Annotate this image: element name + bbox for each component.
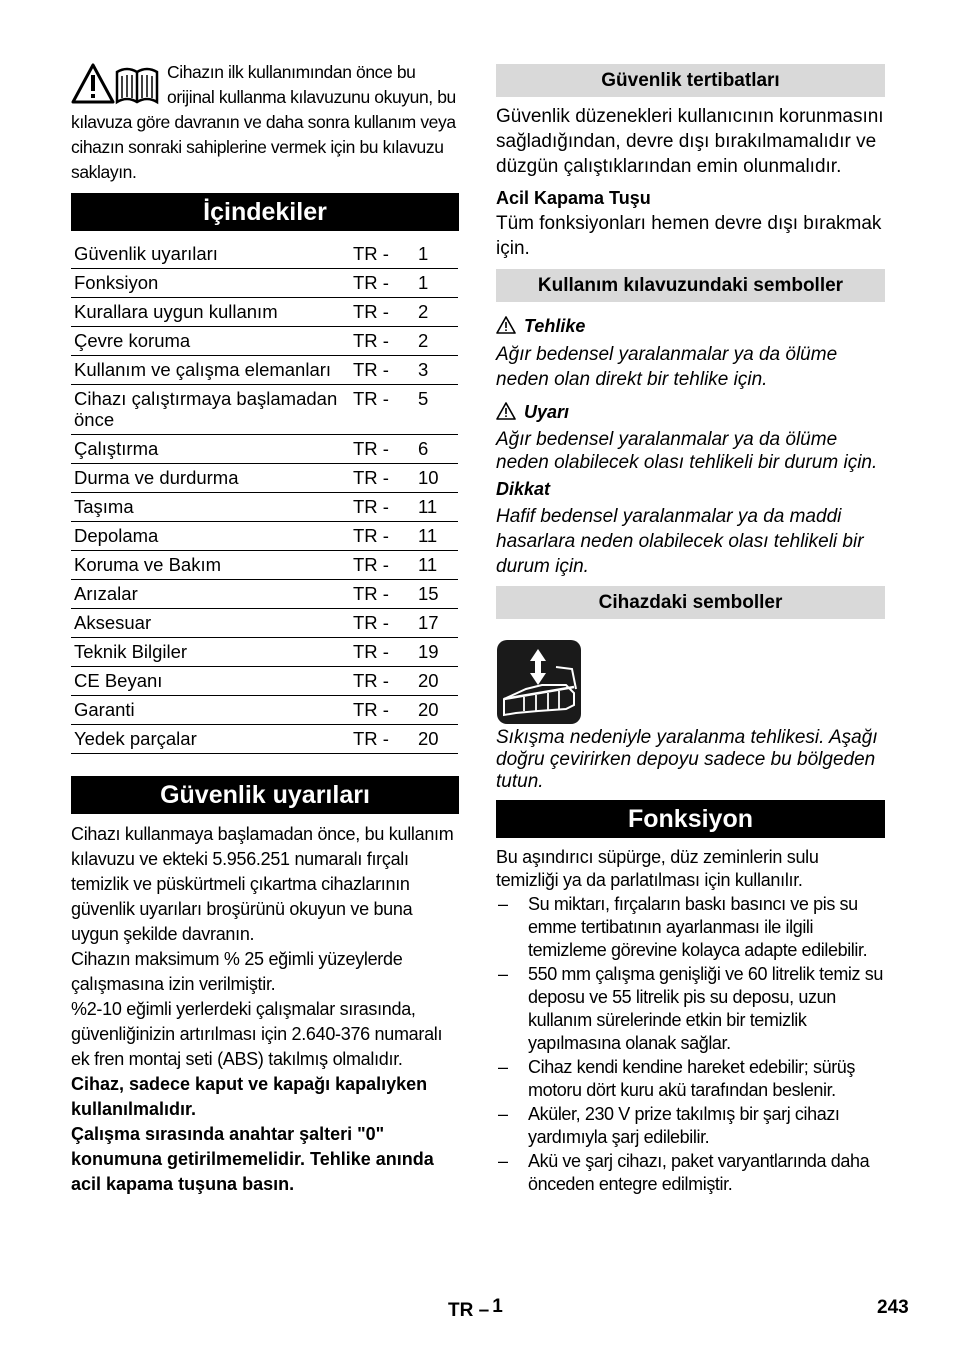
toc-entry-page: 11 [415,522,458,551]
danger-heading [496,314,885,339]
safety-bold-2: Çalışma sırasında anahtar şalteri "0" konumuna getirilmemelidir. Tehlike anında acil kapama tuşuna basın. [71,1124,434,1194]
device-symbol-text: Sıkışma nedeniyle yaralanma tehlikesi. Aşağı doğru çevirirken depoyu sadece bu bölgeden tutun. [496,727,878,792]
hand-crush-icon [496,639,582,725]
toc-entry-prefix: TR - [353,638,415,667]
toc-entry-title: Aksesuar [71,609,353,638]
toc-row [71,464,458,493]
toc-entry-title: Teknik Bilgiler [71,638,353,667]
symbols-title: Kullanım kılavuzundaki semboller [496,269,885,302]
list-dash: – [498,1057,508,1077]
device-symbols-title: Cihazdaki semboller [496,586,885,619]
warning-heading [496,400,885,425]
toc-entry-page: 20 [415,725,458,754]
toc-entry-title: Yedek parçalar [71,725,353,754]
toc-entry-page: 11 [415,493,458,522]
safety-paragraph-2: Cihazın maksimum % 25 eğimli yüzeylerde çalışmasına izin verilmiştir. [71,949,403,994]
safety-devices-text: Güvenlik düzenekleri kullanıcının korunmasını sağladığından, devre dışı bırakılmamalıdır ve düzgün çalıştıklarından emin olunmalıdır. [496,106,884,177]
toc-row [71,696,458,725]
intro-notice [71,60,459,185]
footer-dash: – [478,1300,490,1321]
toc-entry-page: 11 [415,551,458,580]
emergency-title: Acil Kapama Tuşu [496,188,651,208]
function-list-item-text: Akü ve şarj cihazı, paket varyantlarında daha önceden entegre edilmiştir. [528,1151,870,1194]
toc-row [71,356,458,385]
toc-entry-prefix: TR - [353,696,415,725]
toc-entry-prefix: TR - [353,356,415,385]
toc-entry-title: Cihazı çalıştırmaya başlamadan önce [71,385,353,435]
footer-lang: TR [448,1300,474,1321]
function-list-item-text: Cihaz kendi kendine hareket edebilir; sürüş motoru dört kuru akü tarafından beslenir. [528,1057,855,1100]
toc-entry-prefix: TR - [353,327,415,356]
safety-paragraph-3: %2-10 eğimli yerlerdeki çalışmalar sırasında, güvenliğinizin artırılması için 2.640-376 numaralı ek fren montaj seti (ABS) takılmış olmalıdır. [71,999,443,1069]
function-list-item [496,1150,885,1196]
warning-text: Ağır bedensel yaralanmalar ya da ölüme neden olabilecek olası tehlikeli bir durum için. [496,429,878,473]
toc-entry-title: Taşıma [71,493,353,522]
toc-entry-title: Garanti [71,696,353,725]
list-dash: – [498,1151,508,1171]
toc-row [71,435,458,464]
caution-text: Hafif bedensel yaralanmalar ya da maddi hasarlara neden olabilecek olası tehlikeli bir durum için. [496,506,864,577]
toc-entry-prefix: TR - [353,493,415,522]
toc-entry-prefix: TR - [353,269,415,298]
list-dash: – [498,964,508,984]
function-list-item [496,963,885,1055]
danger-label: Tehlike [524,316,586,336]
function-intro: Bu aşındırıcı süpürge, düz zeminlerin sulu temizliği ya da parlatılması için kullanılır. [496,847,819,890]
toc-row [71,327,458,356]
toc-row [71,493,458,522]
footer-label [448,1296,503,1322]
toc-entry-page: 2 [415,298,458,327]
list-dash: – [498,894,508,914]
toc-entry-title: Kurallara uygun kullanım [71,298,353,327]
footer-num: 1 [492,1296,503,1317]
safety-title: Güvenlik uyarıları [71,776,459,814]
toc-entry-prefix: TR - [353,240,415,269]
toc-entry-prefix: TR - [353,464,415,493]
list-dash: – [498,1104,508,1124]
toc-entry-title: Koruma ve Bakım [71,551,353,580]
danger-text: Ağır bedensel yaralanmalar ya da ölüme neden olan direkt bir tehlike için. [496,344,838,390]
function-list-item [496,1056,885,1102]
safety-paragraph-1: Cihazı kullanmaya başlamadan önce, bu kullanım kılavuzu ve ekteki 5.956.251 numaralı fırçalı temizlik ve püskürtmeli çıkartma cihazlarının güvenlik uyarıları broşürünü okuyun ve buna uygun şekilde davranın. [71,824,454,944]
toc-entry-prefix: TR - [353,667,415,696]
function-list-item-text: 550 mm çalışma genişliği ve 60 litrelik temiz su deposu ve 55 litrelik pis su deposu, uzun kullanım sürelerinde etkin bir temizlik yapılmasına olanak sağlar. [528,964,883,1053]
toc-row [71,269,458,298]
toc-row [71,609,458,638]
toc-entry-page: 10 [415,464,458,493]
toc-row [71,385,458,435]
warning-triangle-icon [496,316,516,334]
toc-entry-title: Depolama [71,522,353,551]
toc-entry-prefix: TR - [353,580,415,609]
toc-entry-prefix: TR - [353,298,415,327]
intro-text: Cihazın ilk kullanımından önce bu orijinal kullanma kılavuzunu okuyun, bu kılavuza göre davranın ve daha sonra kullanım veya cihazın sonraki sahiplerine vermek için bu kılavuzu saklayın. [71,62,456,182]
function-title: Fonksiyon [496,800,885,838]
toc-entry-prefix: TR - [353,551,415,580]
toc-entry-page: 19 [415,638,458,667]
toc-title: İçindekiler [71,193,459,231]
emergency-text: Tüm fonksiyonları hemen devre dışı bırakmak için. [496,213,882,259]
toc-entry-title: CE Beyanı [71,667,353,696]
toc-entry-page: 1 [415,240,458,269]
page-number: 243 [877,1297,909,1318]
toc-row [71,240,458,269]
toc-entry-title: Çevre koruma [71,327,353,356]
left-column [71,60,459,1197]
toc-entry-page: 20 [415,696,458,725]
toc-row [71,551,458,580]
toc-entry-page: 15 [415,580,458,609]
toc-entry-title: Çalıştırma [71,435,353,464]
function-list-item [496,1103,885,1149]
toc-entry-page: 20 [415,667,458,696]
toc-entry-prefix: TR - [353,725,415,754]
function-list-item [496,893,885,962]
toc-row [71,580,458,609]
toc-entry-prefix: TR - [353,522,415,551]
toc-entry-title: Güvenlik uyarıları [71,240,353,269]
right-column [496,64,885,1197]
warning-triangle-icon [496,402,516,420]
toc-row [71,298,458,327]
safety-bold-1: Cihaz, sadece kaput ve kapağı kapalıyken kullanılmalıdır. [71,1074,428,1119]
function-list-item-text: Aküler, 230 V prize takılmış bir şarj cihazı yardımıyla şarj edilebilir. [528,1104,840,1147]
toc-row [71,667,458,696]
toc-entry-page: 2 [415,327,458,356]
toc-row [71,638,458,667]
toc-entry-page: 17 [415,609,458,638]
toc-entry-prefix: TR - [353,609,415,638]
function-list [496,893,885,1196]
toc-row [71,522,458,551]
toc-entry-title: Fonksiyon [71,269,353,298]
function-list-item-text: Su miktarı, fırçaların baskı basıncı ve pis su emme tertibatının ayarlanması ile ilgili temizleme görevine kolayca adapte edilebilir. [528,894,868,960]
toc-entry-page: 5 [415,385,458,435]
toc-entry-page: 6 [415,435,458,464]
toc-row [71,725,458,754]
toc-entry-title: Durma ve durdurma [71,464,353,493]
toc-entry-prefix: TR - [353,385,415,435]
warning-label: Uyarı [524,402,570,422]
toc-entry-prefix: TR - [353,435,415,464]
safety-devices-title: Güvenlik tertibatları [496,64,885,97]
toc-table [71,240,458,754]
warning-manual-icon [71,62,161,108]
toc-entry-page: 3 [415,356,458,385]
toc-entry-title: Arızalar [71,580,353,609]
toc-entry-page: 1 [415,269,458,298]
toc-entry-title: Kullanım ve çalışma elemanları [71,356,353,385]
caution-label: Dikkat [496,479,551,499]
